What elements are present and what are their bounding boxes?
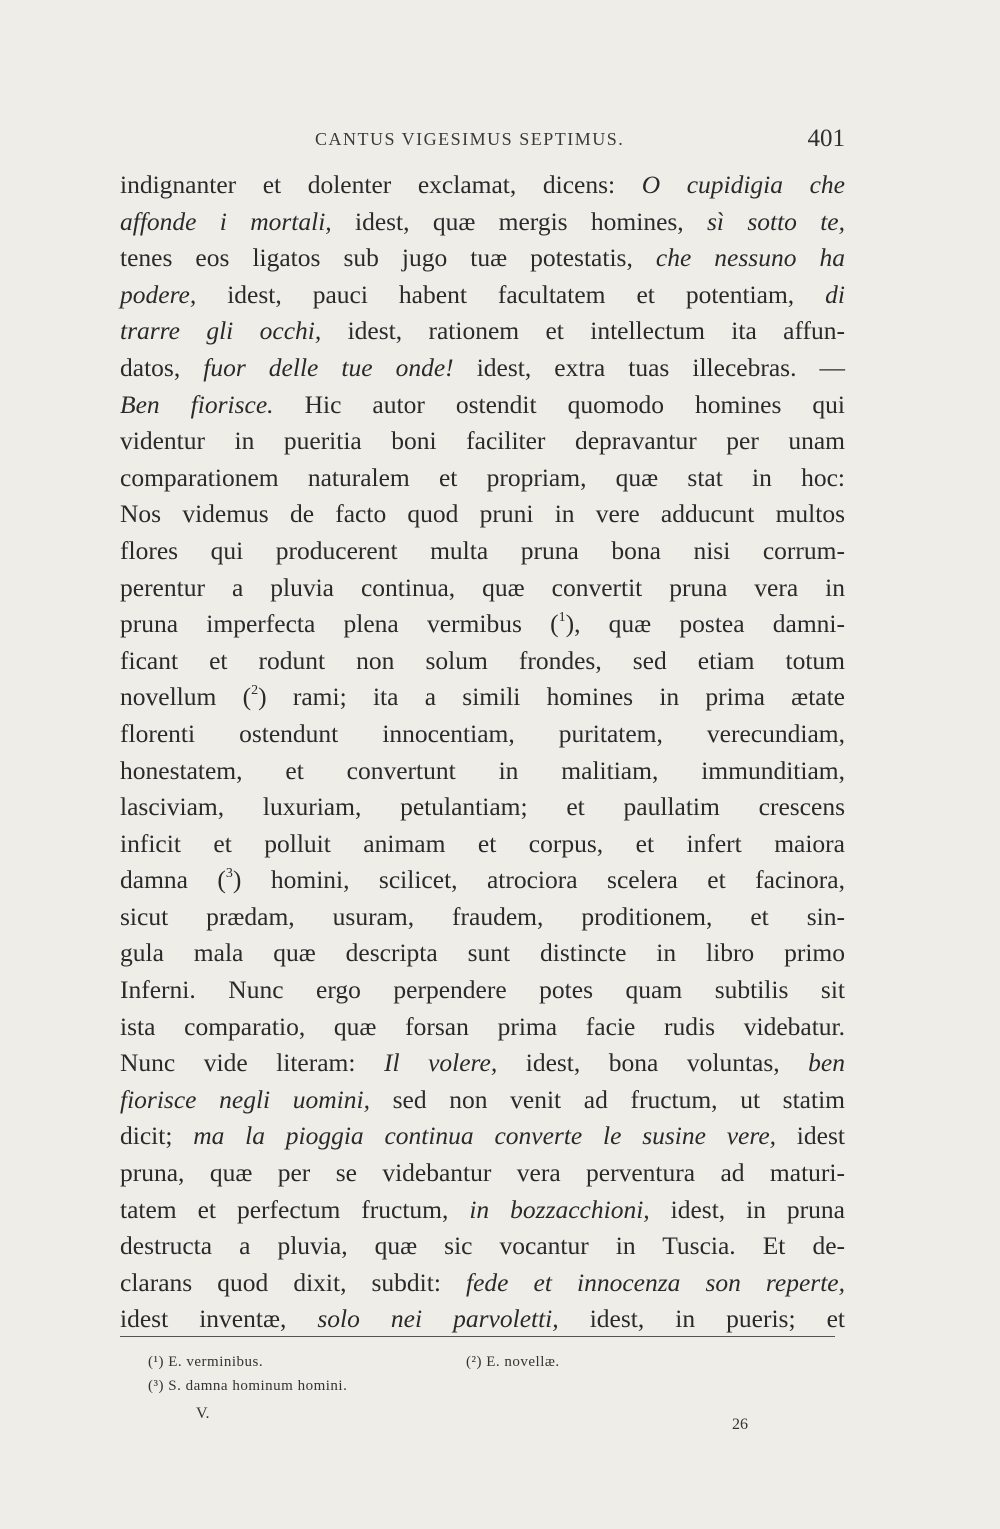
text-segment: ista comparatio, quæ forsan prima facie rudis videbatur. — [120, 1011, 845, 1041]
text-segment: sicut prædam, usuram, fraudem, proditionem, et sin- — [120, 901, 845, 931]
text-segment: idest, quæ mergis homines, — [331, 206, 707, 236]
footnote-ref: 3 — [225, 865, 233, 881]
text-segment: tenes eos ligatos sub jugo tuæ potestatis, — [120, 243, 656, 273]
italic-text: Ben fiorisce. — [120, 389, 274, 419]
text-line — [120, 753, 845, 790]
text-segment: idest, pauci habent facultatem et potentiam, — [196, 279, 826, 309]
italic-text: trarre gli occhi, — [120, 316, 322, 346]
signature-number: 26 — [732, 1416, 748, 1433]
text-line — [120, 899, 845, 936]
text-line — [120, 972, 845, 1009]
footnote-ref: 2 — [251, 682, 259, 698]
text-segment: inficit et polluit animam et corpus, et infert maiora — [120, 828, 845, 858]
text-line — [120, 313, 845, 350]
italic-text: O cupidigia che — [641, 170, 845, 199]
text-segment: damna ( — [120, 865, 226, 895]
text-line — [120, 1228, 845, 1265]
text-segment: tatem et perfectum fructum, — [120, 1194, 470, 1224]
text-segment: lasciviam, luxuriam, petulantiam; et paullatim crescens — [120, 792, 845, 822]
italic-text: Il volere, — [383, 1048, 498, 1078]
text-segment: clarans quod dixit, subdit: — [120, 1267, 466, 1297]
text-segment: dicit; — [120, 1121, 194, 1151]
text-segment: idest, in pueris; et — [558, 1304, 845, 1334]
text-line — [120, 387, 845, 424]
text-segment: sed non venit ad fructum, ut statim — [369, 1084, 845, 1114]
italic-text: ben — [808, 1048, 845, 1078]
text-line — [120, 1009, 845, 1046]
text-segment: gula mala quæ descripta sunt distincte in libro primo — [120, 938, 845, 968]
text-line — [120, 1155, 845, 1192]
text-segment: novellum ( — [120, 682, 252, 712]
text-line — [120, 789, 845, 826]
text-segment: idest, in pruna — [649, 1194, 845, 1224]
italic-text: podere, — [120, 279, 197, 309]
text-line — [120, 716, 845, 753]
italic-text: che nessuno ha — [655, 243, 845, 273]
text-line — [120, 826, 845, 863]
text-segment: idest, bona voluntas, — [497, 1048, 809, 1078]
text-segment: idest inventæ, — [120, 1304, 318, 1334]
italic-text: affonde i mortali, — [120, 206, 332, 236]
text-segment: flores qui producerent multa pruna bona nisi corrum- — [120, 535, 845, 565]
text-segment: ) rami; ita a simili homines in prima ætate — [258, 682, 845, 712]
signature-letter: V. — [196, 1405, 210, 1422]
footnote-rule — [120, 1336, 835, 1337]
text-segment: idest, extra tuas illecebras. — — [453, 352, 845, 382]
text-segment: videntur in pueritia boni faciliter depravantur per unam — [120, 426, 845, 456]
text-segment: Nunc vide literam: — [120, 1048, 384, 1078]
text-line — [120, 1118, 845, 1155]
text-segment: perentur a pluvia continua, quæ convertit pruna vera in — [120, 572, 845, 602]
body-text — [120, 167, 845, 1338]
text-segment: ), quæ postea damni- — [565, 609, 845, 639]
text-line — [120, 679, 845, 716]
italic-text: solo nei parvoletti, — [317, 1304, 559, 1334]
text-line — [120, 1192, 845, 1229]
text-segment: Nos videmus de facto quod pruni in vere adducunt multos — [120, 499, 845, 529]
text-segment: datos, — [120, 352, 204, 382]
italic-text: fiorisce negli uomini, — [120, 1084, 370, 1114]
text-segment: ) homini, scilicet, atrociora scelera et facinora, — [232, 865, 845, 895]
text-segment: pruna imperfecta plena vermibus ( — [120, 609, 559, 639]
italic-text: fede et innocenza son reperte, — [466, 1267, 845, 1297]
footnote-1: (¹) E. verminibus. — [148, 1354, 264, 1370]
running-head — [120, 125, 845, 161]
text-segment: idest — [776, 1121, 845, 1151]
text-line — [120, 496, 845, 533]
text-segment: florenti ostendunt innocentiam, puritatem, verecundiam, — [120, 718, 845, 748]
text-line — [120, 643, 845, 680]
italic-text: ma la pioggia continua converte le susine vere, — [193, 1121, 777, 1151]
text-line — [120, 277, 845, 314]
text-line — [120, 167, 845, 204]
text-segment: comparationem naturalem et propriam, quæ stat in hoc: — [120, 462, 845, 492]
italic-text: di — [825, 279, 845, 309]
text-line — [120, 423, 845, 460]
text-line — [120, 1045, 845, 1082]
running-head-title: CANTUS VIGESIMUS SEPTIMUS. — [315, 129, 625, 149]
text-segment: Inferni. Nunc ergo perpendere potes quam subtilis sit — [120, 975, 845, 1005]
text-line — [120, 1082, 845, 1119]
text-segment: destructa a pluvia, quæ sic vocantur in Tuscia. Et de- — [120, 1231, 845, 1261]
text-line — [120, 240, 845, 277]
footnote-2: (²) E. novellæ. — [466, 1354, 560, 1370]
text-segment: idest, rationem et intellectum ita affun- — [321, 316, 845, 346]
text-line — [120, 1301, 845, 1338]
text-segment: ficant et rodunt non solum frondes, sed etiam totum — [120, 645, 845, 675]
italic-text: fuor delle tue onde! — [203, 352, 454, 382]
text-line — [120, 533, 845, 570]
text-segment: honestatem, et convertunt in malitiam, immunditiam, — [120, 755, 845, 785]
text-line — [120, 862, 845, 899]
text-line — [120, 460, 845, 497]
text-segment: pruna, quæ per se videbantur vera perventura ad maturi- — [120, 1158, 845, 1188]
footnote-ref: 1 — [558, 609, 566, 625]
text-line — [120, 204, 845, 241]
text-segment: Hic autor ostendit quomodo homines qui — [273, 389, 845, 419]
italic-text: sì sotto te, — [707, 206, 845, 236]
italic-text: in bozzacchioni, — [469, 1194, 650, 1224]
text-line — [120, 350, 845, 387]
text-line — [120, 606, 845, 643]
text-line — [120, 570, 845, 607]
text-line — [120, 935, 845, 972]
footnote-3: (³) S. damna hominum homini. — [148, 1378, 348, 1394]
page-number: 401 — [807, 125, 845, 152]
text-segment: indignanter et dolenter exclamat, dicens: — [120, 170, 642, 199]
text-line — [120, 1265, 845, 1302]
